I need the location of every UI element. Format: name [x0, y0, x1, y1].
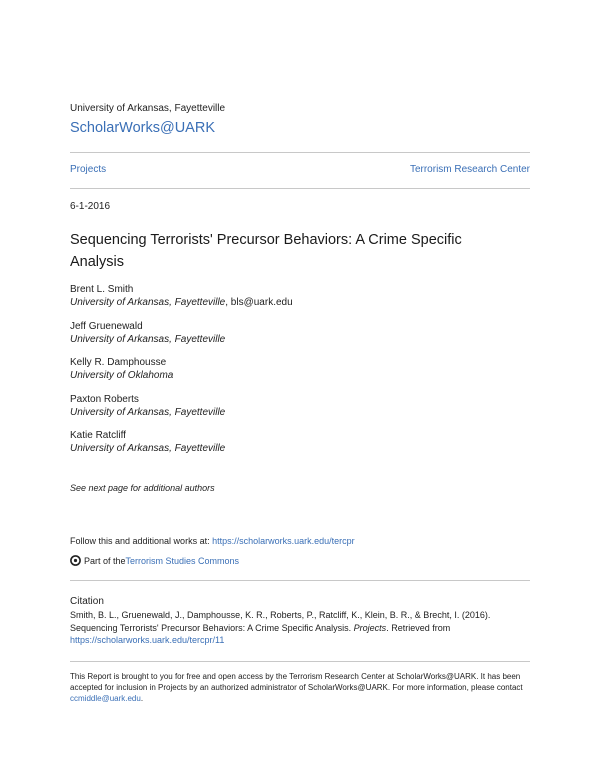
- author-name: Paxton Roberts: [70, 394, 139, 405]
- citation-url-link[interactable]: https://scholarworks.uark.edu/tercpr/11: [70, 635, 225, 645]
- footer-end: .: [140, 694, 144, 703]
- contact-email-link[interactable]: ccmiddle@uark.edu: [70, 694, 141, 703]
- terrorism-studies-commons-link[interactable]: Terrorism Studies Commons: [125, 555, 240, 566]
- author-entry: [70, 356, 173, 382]
- author-entry: [70, 320, 225, 346]
- document-title: Sequencing Terrorists' Precursor Behaviors: A Crime Specific Analysis: [70, 232, 462, 270]
- divider-footer: [70, 661, 530, 662]
- author-entry: [70, 283, 293, 309]
- divider-citation: [70, 580, 530, 581]
- author-name: Kelly R. Damphousse: [70, 357, 167, 368]
- publication-date: 6-1-2016: [70, 201, 111, 212]
- network-icon: [70, 555, 81, 566]
- part-of-prefix: Part of the: [84, 555, 126, 566]
- follow-prefix: Follow this and additional works at:: [70, 536, 213, 546]
- terrorism-research-center-link[interactable]: Terrorism Research Center: [409, 164, 530, 175]
- follow-line: [70, 536, 355, 546]
- additional-authors-note: See next page for additional authors: [70, 483, 215, 493]
- footer-notice: [70, 671, 530, 704]
- divider-top: [70, 152, 530, 153]
- author-affiliation: University of Arkansas, Fayetteville: [70, 407, 226, 418]
- citation-main: Smith, B. L., Gruenewald, J., Damphousse, K. R., Roberts, P., Ratcliff, K., Klein, B. R., & Brecht, I. (2016). Sequencing Terrorists' Precursor Behaviors: A Crime Specific Analysis.: [70, 610, 491, 633]
- divider-nav: [70, 188, 530, 189]
- author-affiliation: University of Oklahoma: [70, 370, 174, 381]
- author-affiliation: University of Arkansas, Fayetteville: [70, 334, 226, 345]
- author-affiliation: [70, 296, 293, 309]
- citation-journal: Projects: [353, 622, 387, 633]
- author-affiliation: University of Arkansas, Fayetteville: [70, 443, 226, 454]
- institution-name: University of Arkansas, Fayetteville: [70, 103, 226, 114]
- projects-link[interactable]: Projects: [70, 164, 107, 175]
- author-entry: [70, 429, 225, 455]
- author-entry: [70, 393, 225, 419]
- part-of-line: [70, 555, 239, 566]
- affiliation-text: University of Arkansas, Fayetteville: [70, 297, 226, 308]
- follow-url-link[interactable]: https://scholarworks.uark.edu/tercpr: [212, 536, 355, 546]
- author-email: , bls@uark.edu: [225, 297, 293, 308]
- author-name: Brent L. Smith: [70, 284, 134, 295]
- citation-heading: Citation: [70, 596, 104, 607]
- author-name: Jeff Gruenewald: [70, 321, 143, 332]
- citation-text: [70, 609, 530, 647]
- footer-text: This Report is brought to you for free and open access by the Terrorism Research Center at ScholarWorks@UARK. It has been accepted for inclusion in Projects by an authorized administrator of ScholarWorks@UARK. For more information, please contact: [70, 672, 523, 692]
- citation-retrieved: . Retrieved from: [386, 622, 451, 633]
- repository-link[interactable]: ScholarWorks@UARK: [70, 120, 215, 136]
- author-name: Katie Ratcliff: [70, 430, 126, 441]
